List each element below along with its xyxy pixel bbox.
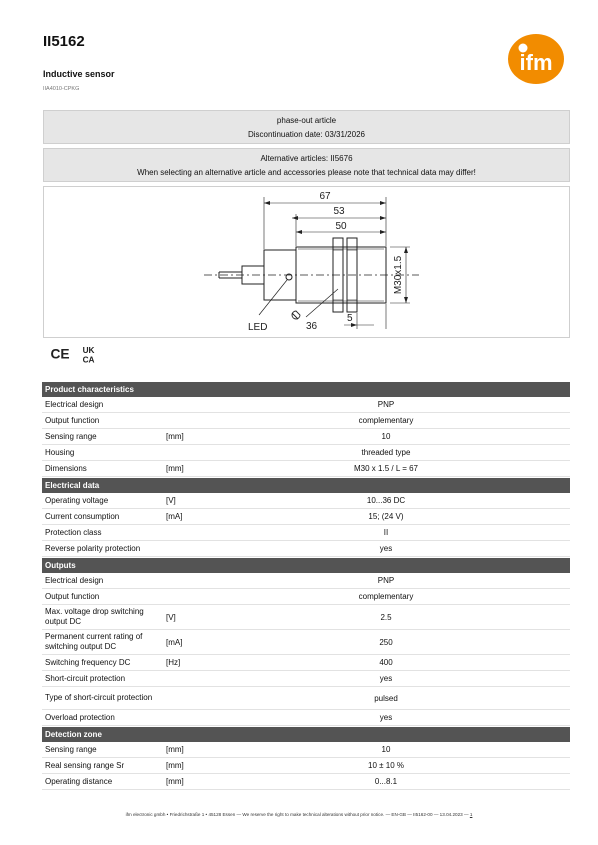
spec-value: 2.5	[380, 612, 392, 622]
spec-row	[42, 413, 570, 429]
phase-out-notice	[43, 110, 570, 144]
spec-label: Operating voltage	[45, 495, 109, 505]
spec-row	[42, 397, 570, 413]
spec-row	[42, 445, 570, 461]
certification-marks	[48, 344, 108, 366]
spec-value: complementary	[358, 416, 414, 425]
section-heading: Outputs	[42, 558, 570, 573]
spec-table	[42, 381, 570, 790]
spec-row	[42, 605, 570, 630]
discontinuation-text: Discontinuation date: 03/31/2026	[248, 130, 365, 139]
spec-row	[42, 541, 570, 557]
spec-label: Output function	[45, 415, 100, 425]
spec-label: Permanent current rating of switching output DC	[45, 632, 143, 651]
spec-unit: [mm]	[166, 777, 184, 786]
spec-unit: [mA]	[166, 637, 183, 647]
spec-row	[42, 573, 570, 589]
spec-row	[42, 630, 570, 655]
page-title: II5162	[43, 33, 85, 50]
spec-label: Electrical design	[45, 575, 104, 585]
phase-out-text: phase-out article	[276, 116, 337, 125]
spec-unit	[166, 687, 190, 709]
spec-value: 15; (24 V)	[368, 512, 404, 521]
spec-label: Type of short-circuit protection	[45, 693, 153, 702]
alternatives-note: When selecting an alternative article and accessories please note that technical data may differ!	[137, 168, 476, 177]
spec-label: Max. voltage drop switching output DC	[45, 607, 144, 626]
spec-label: Electrical design	[45, 399, 104, 409]
spec-label: Sensing range	[45, 744, 97, 754]
spec-value: 250	[379, 637, 393, 647]
spec-label: Dimensions	[45, 463, 87, 473]
spec-unit: [mm]	[166, 761, 184, 770]
spec-unit	[166, 573, 190, 588]
spec-value: PNP	[377, 576, 395, 585]
spec-value: 10	[381, 432, 391, 441]
spec-row	[42, 671, 570, 687]
spec-label: Overload protection	[45, 712, 115, 722]
dim-wrench-label: 36	[306, 321, 318, 332]
dimension-drawing	[43, 186, 570, 338]
alternatives-text: Alternative articles: II5676	[260, 154, 353, 163]
spec-label: Real sensing range Sr	[45, 760, 125, 770]
spec-value: threaded type	[361, 448, 411, 457]
led-label: LED	[248, 322, 268, 333]
ifm-logo	[507, 33, 565, 85]
spec-row	[42, 742, 570, 758]
spec-value: pulsed	[374, 693, 398, 703]
spec-row	[42, 710, 570, 726]
ce-mark: CE	[50, 346, 70, 362]
spec-unit: [mA]	[166, 512, 183, 521]
spec-row	[42, 758, 570, 774]
spec-unit	[166, 710, 190, 725]
section-heading: Electrical data	[42, 478, 570, 493]
product-code: IIA4010-CPKG	[43, 86, 80, 92]
spec-label: Sensing range	[45, 431, 97, 441]
spec-label: Protection class	[45, 527, 102, 537]
spec-row	[42, 525, 570, 541]
spec-unit: [V]	[166, 496, 176, 505]
spec-unit: [mm]	[166, 745, 184, 754]
spec-unit	[166, 589, 190, 604]
spec-unit	[166, 413, 190, 428]
svg-text:UK: UK	[82, 346, 95, 356]
spec-unit	[166, 671, 190, 686]
spec-row	[42, 429, 570, 445]
spec-label: Output function	[45, 591, 100, 601]
spec-unit: [mm]	[166, 464, 184, 473]
spec-value: complementary	[358, 592, 414, 601]
spec-value: 10...36 DC	[366, 496, 406, 505]
spec-row	[42, 655, 570, 671]
spec-unit	[166, 541, 190, 556]
spec-unit	[166, 397, 190, 412]
dim-thread-label: 50	[335, 221, 347, 232]
spec-unit: [Hz]	[166, 658, 181, 667]
svg-text:CA: CA	[82, 355, 95, 365]
footer-text: ifm electronic gmbh • Friedrichstraße 1 • 45128 Essen — We reserve the right to make technical alterations without prior notice. — EN-GB — II5162-00 — 13.04.2023 —	[125, 812, 469, 817]
page-number[interactable]: 1	[469, 812, 473, 817]
spec-value: 0...8.1	[374, 777, 398, 786]
section-heading: Product characteristics	[42, 382, 570, 397]
section-heading: Detection zone	[42, 727, 570, 742]
spec-label: Housing	[45, 447, 75, 457]
spec-row	[42, 461, 570, 477]
spec-value: 400	[379, 658, 393, 667]
dim-thread-spec-label: M30x1.5	[393, 255, 404, 295]
spec-unit	[166, 525, 190, 540]
spec-row	[42, 589, 570, 605]
spec-value: yes	[379, 544, 393, 553]
dim-nut-label: 5	[347, 313, 353, 324]
spec-value: M30 x 1.5 / L = 67	[354, 464, 418, 473]
dim-body-label: 53	[333, 206, 345, 217]
spec-value: yes	[379, 713, 393, 722]
spec-row	[42, 687, 570, 710]
spec-value: 10 ± 10 %	[368, 761, 404, 770]
spec-value: II	[383, 528, 389, 537]
spec-value: yes	[379, 674, 393, 683]
spec-unit	[166, 445, 190, 460]
dim-total-label: 67	[319, 191, 331, 202]
spec-label: Operating distance	[45, 776, 113, 786]
spec-unit: [mm]	[166, 432, 184, 441]
spec-unit: [V]	[166, 612, 176, 622]
spec-label: Current consumption	[45, 511, 120, 521]
alternatives-notice	[43, 148, 570, 182]
spec-row	[42, 774, 570, 790]
spec-label: Switching frequency DC	[45, 657, 131, 667]
spec-value: 10	[381, 745, 391, 754]
logo-text: ifm	[519, 50, 553, 75]
spec-value: PNP	[377, 400, 395, 409]
spec-label: Reverse polarity protection	[45, 543, 141, 553]
product-subtitle: Inductive sensor	[43, 69, 115, 79]
spec-row	[42, 509, 570, 525]
spec-label: Short-circuit protection	[45, 673, 126, 683]
spec-row	[42, 493, 570, 509]
footer	[0, 812, 598, 817]
